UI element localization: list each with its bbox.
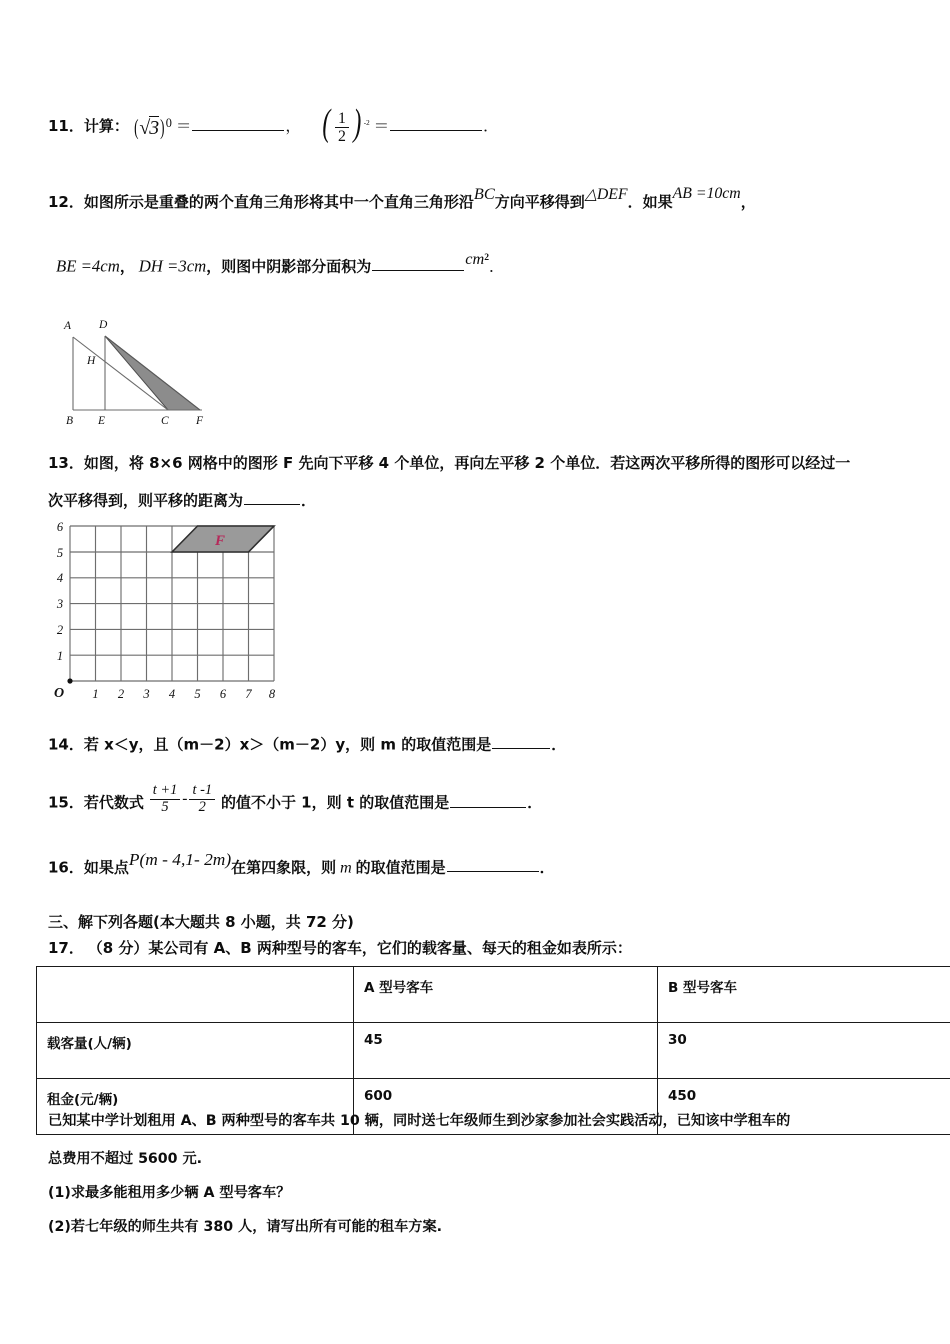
svg-text:5: 5 [56, 546, 64, 560]
q14-period: ． [551, 735, 567, 754]
q13-text-2: 次平移得到，则平移的距离为 [48, 491, 244, 510]
figure-q12 [52, 308, 262, 431]
q11-frac-numerator: 1 [338, 110, 346, 127]
capacity-a-value: 45 [354, 1023, 658, 1079]
left-paren: ( [133, 116, 139, 141]
svg-text:1: 1 [92, 687, 99, 701]
q12-period: ． [489, 258, 505, 276]
section-3-heading: 三、解下列各题(本大题共 8 小题，共 72 分) [48, 913, 354, 931]
table-corner-cell [37, 967, 354, 1023]
label-h: H [87, 355, 96, 367]
q15-fraction-1 [150, 783, 181, 815]
row-label-capacity: 载客量(人/辆) [37, 1023, 354, 1079]
q12-text-b: 方向平移得到 [494, 193, 585, 211]
q11-equals-1: ＝ [175, 118, 192, 136]
q15-number: 15． [48, 793, 84, 812]
q17-body-line-1: 已知某中学计划租用 A、B 两种型号的客车共 10 辆，同时送七年级师生到沙家参加社会实践活动，已知该中学租车的 [48, 1113, 791, 1129]
svg-text:4: 4 [56, 571, 64, 585]
q12-dh: DH =3cm [138, 256, 207, 276]
q11-number: 11． [48, 117, 84, 136]
question-12-line-1 [48, 184, 756, 212]
big-left-paren: ( [322, 102, 331, 145]
q15-period: ． [527, 793, 543, 812]
q12-comma-1: ， [119, 257, 135, 276]
q11-frac-denominator: 2 [335, 127, 349, 145]
rent-b-value: 450 [658, 1079, 950, 1135]
q14-number: 14． [48, 735, 84, 754]
q12-blank[interactable] [372, 256, 464, 271]
svg-text:5: 5 [194, 687, 201, 701]
label-b: B [66, 415, 74, 426]
capacity-b-value: 30 [658, 1023, 950, 1079]
q16-number: 16． [48, 858, 84, 877]
q12-number: 12． [48, 193, 84, 211]
q15-frac2-denominator: 2 [189, 799, 215, 816]
q15-frac2-numerator: t -1 [192, 782, 213, 799]
row-label-rent: 租金(元/辆) [37, 1079, 354, 1135]
shape-f-label: F [215, 533, 226, 549]
axis-label-origin: O [54, 686, 65, 701]
y-axis-ticks [56, 520, 64, 663]
question-11 [48, 102, 499, 146]
q15-frac1-numerator: t +1 [152, 782, 178, 799]
origin-dot [67, 678, 72, 683]
q16-var-m: m [340, 858, 352, 877]
q16-text-c: 的取值范围是 [355, 858, 446, 877]
q17-stem-text: 某公司有 A、B 两种型号的客车，它们的载客量、每天的租金如表所示： [148, 939, 632, 957]
q16-point-p: P [128, 850, 140, 870]
svg-text:2: 2 [56, 623, 64, 637]
q11-expr-2 [320, 102, 370, 146]
q12-sym-ab: AB =10cm [672, 184, 741, 202]
q15-minus: - [182, 789, 188, 807]
q12-comma: ， [740, 193, 756, 211]
question-16 [48, 850, 555, 877]
q11-blank-2[interactable] [390, 116, 482, 131]
question-13-line-2 [48, 490, 316, 510]
q11-blank-1[interactable] [192, 116, 284, 131]
rent-a-value: 600 [354, 1079, 658, 1135]
question-17-stem [48, 940, 632, 958]
q15-blank[interactable] [450, 792, 526, 807]
q16-point-expr: (m - 4,1- 2m) [139, 850, 232, 870]
label-a: A [64, 320, 72, 332]
svg-text:4: 4 [168, 687, 176, 701]
bus-info-table [36, 966, 950, 1135]
q15-frac1-denominator: 5 [150, 799, 181, 816]
big-right-paren: ) [353, 102, 362, 145]
table-header-b: B 型号客车 [658, 967, 950, 1023]
svg-text:2: 2 [117, 687, 125, 701]
right-paren: ) [160, 116, 165, 141]
q11-exp-1: 0 [165, 115, 172, 130]
grid-svg [52, 518, 312, 714]
q17-body-line-2: 总费用不超过 5600 元. [48, 1151, 203, 1167]
q12-text-c: ．如果 [627, 193, 673, 211]
triangles-svg [52, 308, 262, 426]
q15-text-a: 若代数式 [83, 793, 144, 812]
q12-text-c2: 则图中阴影部分面积为 [221, 257, 372, 276]
q17-sub-question-2: (2)若七年级的师生共有 380 人，请写出所有可能的租车方案. [48, 1219, 443, 1235]
label-e: E [98, 415, 106, 426]
label-d: D [99, 319, 108, 331]
svg-text:3: 3 [143, 687, 150, 701]
label-c: C [161, 415, 169, 426]
q11-equals-2: ＝ [373, 118, 390, 136]
q13-blank[interactable] [244, 490, 300, 505]
q11-comma: ， [285, 118, 301, 136]
q17-score: （8 分） [87, 939, 149, 957]
label-f: F [196, 415, 204, 426]
question-15 [48, 782, 543, 820]
q15-fraction-2 [189, 783, 215, 815]
q16-text-b: 在第四象限，则 [231, 858, 337, 877]
q16-blank[interactable] [447, 857, 539, 872]
svg-text:8: 8 [268, 687, 276, 701]
sqrt-bar: 3 [149, 117, 160, 140]
x-axis-ticks [92, 687, 276, 701]
q12-be: BE =4cm [56, 256, 120, 276]
table-row [37, 1023, 950, 1079]
svg-text:3: 3 [56, 597, 64, 611]
q12-comma-2: ， [206, 257, 222, 276]
question-14 [48, 734, 566, 754]
q12-text-a: 如图所示是重叠的两个直角三角形将其中一个直角三角形沿 [83, 193, 474, 211]
q16-text-a: 如果点 [83, 858, 129, 877]
svg-text:6: 6 [56, 520, 64, 534]
q17-sub-question-1: (1)求最多能租用多少辆 A 型号客车？ [48, 1185, 291, 1201]
q11-exp-2: -2 [363, 119, 370, 128]
q12-sym-bc: BC [473, 184, 495, 203]
q13-text-1: 如图，将 8×6 网格中的图形 F 先向下平移 4 个单位，再向左平移 2 个单位．若这两次平移所得的图形可以经过一 [83, 454, 851, 472]
q17-number: 17． [48, 939, 84, 957]
table-header-row [37, 967, 950, 1023]
table-header-a: A 型号客车 [354, 967, 658, 1023]
q15-text-b: 的值不小于 1，则 t 的取值范围是 [220, 793, 450, 812]
svg-text:7: 7 [245, 687, 252, 701]
q11-fraction [335, 110, 349, 145]
q17-table-wrapper [36, 966, 950, 1135]
question-12-line-2 [56, 250, 505, 276]
q13-number: 13． [48, 454, 84, 472]
q13-period: ． [301, 491, 317, 510]
svg-text:1: 1 [56, 649, 64, 663]
q16-period: ． [539, 858, 555, 877]
q11-label: 计算： [83, 117, 129, 136]
q12-unit: cm [465, 250, 485, 269]
svg-text:6: 6 [219, 687, 227, 701]
sqrt-symbol: √3 [139, 117, 160, 140]
q11-period: ． [483, 118, 499, 136]
q14-text: 若 x＜y，且（m－2）x＞（m－2）y，则 m 的取值范围是 [83, 735, 492, 754]
question-13-line-1 [48, 455, 850, 473]
q12-sym-def: △DEF [584, 185, 628, 203]
figure-q13 [52, 518, 312, 719]
q14-blank[interactable] [492, 734, 550, 749]
q11-expr-1 [133, 116, 172, 140]
q12-unit-exp: 2 [484, 251, 490, 263]
